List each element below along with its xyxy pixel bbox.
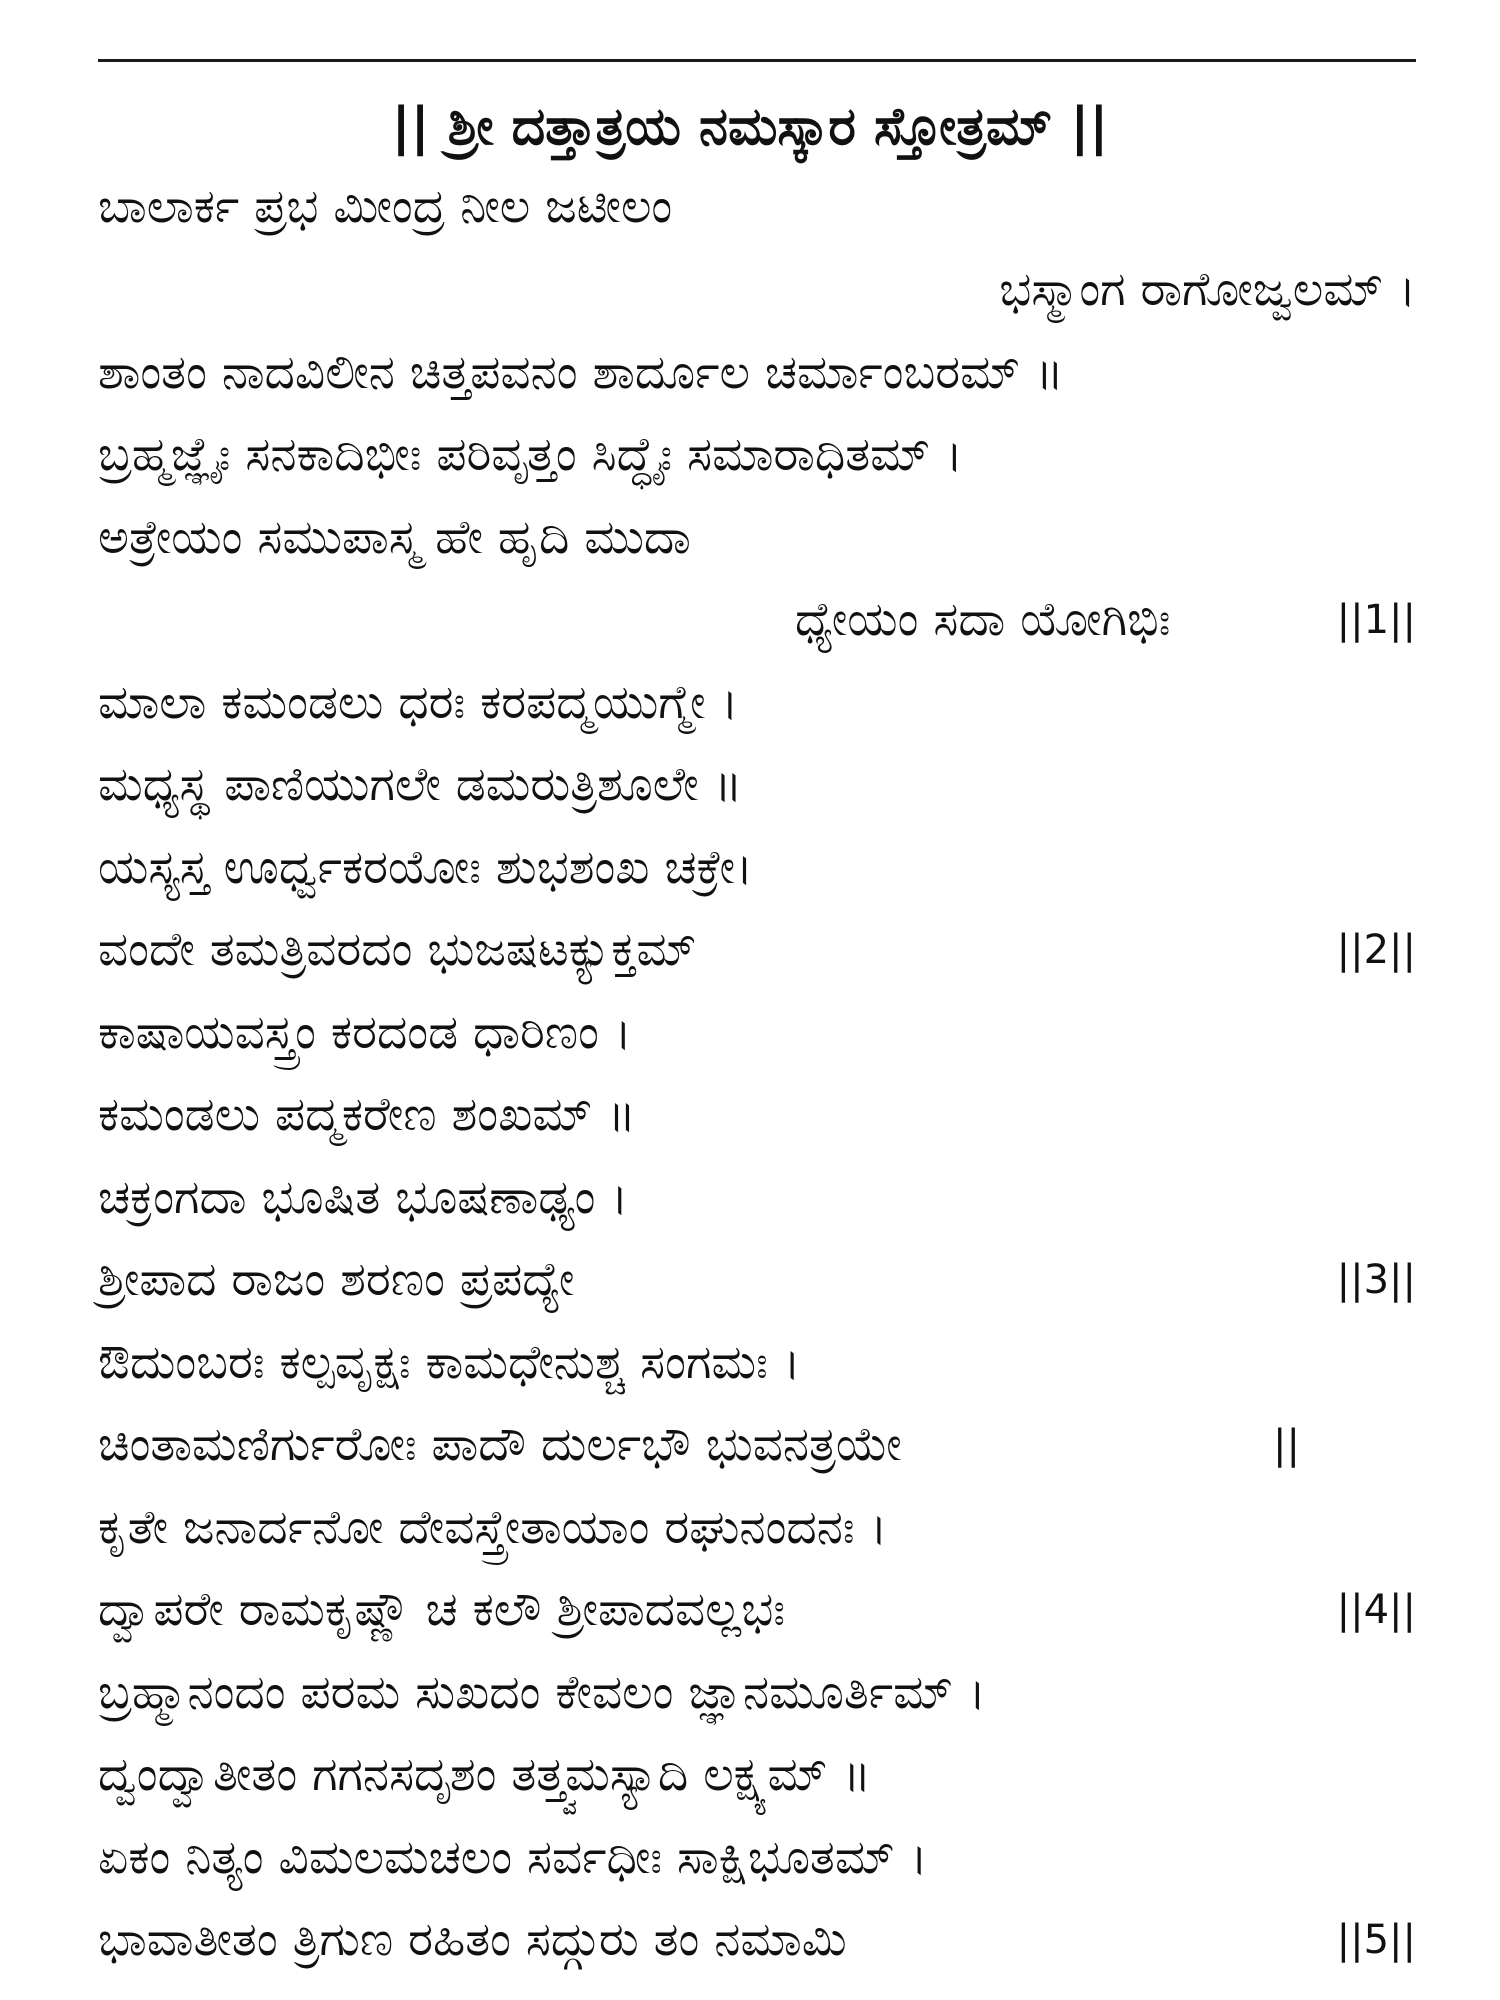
verse-line-22: ಭಾವಾತೀತಂ ತ್ರಿಗುಣ ರಹಿತಂ ಸದ್ಗುರು ತಂ ನಮಾಮಿ: [98, 1912, 847, 1967]
verse-line-2: ಭಸ್ಮಾಂಗ ರಾಗೋಜ್ವಲಮ್ ।: [999, 262, 1416, 317]
double-danda-mark: ||: [1273, 1422, 1300, 1468]
verse-line-8: ಮಧ್ಯಸ್ಥ ಪಾಣಿಯುಗಲೇ ಡಮರುತ್ರಿಶೂಲೇ ॥: [98, 757, 743, 812]
verse-line-4: ಬ್ರಹ್ಮಜ್ಞೈಃ ಸನಕಾದಿಭೀಃ ಪರಿವೃತ್ತಂ ಸಿದ್ಧೈಃ ಸಮಾರಾಧಿತಮ್ ।: [98, 427, 963, 482]
page-title: || ಶ್ರೀ ದತ್ತಾತ್ರಯ ನಮಸ್ಕಾರ ಸ್ತೋತ್ರಮ್ ||: [391, 97, 1109, 157]
verse-line-19: ಬ್ರಹ್ಮಾನಂದಂ ಪರಮ ಸುಖದಂ ಕೇವಲಂ ಜ್ಞಾನಮೂರ್ತಿಮ್ ।: [98, 1665, 986, 1720]
verse-line-21: ಏಕಂ ನಿತ್ಯಂ ವಿಮಲಮಚಲಂ ಸರ್ವಧೀಃ ಸಾಕ್ಷಿಭೂತಮ್ ।: [98, 1830, 928, 1885]
top-rule: [98, 59, 1416, 62]
verse-line-7: ಮಾಲಾ ಕಮಂಡಲು ಧರಃ ಕರಪದ್ಮಯುಗ್ಮೇ ।: [98, 675, 739, 730]
verse-line-1: ಬಾಲಾರ್ಕ ಪ್ರಭ ಮೀಂದ್ರ ನೀಲ ಜಟೀಲಂ: [98, 179, 673, 234]
verse-line-16: ಚಿಂತಾಮಣಿರ್ಗುರೋಃ ಪಾದೌ ದುರ್ಲಭೌ ಭುವನತ್ರಯೇ: [98, 1417, 902, 1472]
verse-line-11: ಕಾಷಾಯವಸ್ತ್ರಂ ಕರದಂಡ ಧಾರಿಣಂ ।: [98, 1005, 632, 1060]
verse-line-9: ಯಸ್ಯಸ್ತ ಊರ್ಧ್ವಕರಯೋಃ ಶುಭಶಂಖ ಚಕ್ರೇ।: [98, 840, 753, 895]
verse-line-3: ಶಾಂತಂ ನಾದವಿಲೀನ ಚಿತ್ತಪವನಂ ಶಾರ್ದೂಲ ಚರ್ಮಾಂಬರಮ್ ॥: [98, 345, 1064, 400]
verse-number-5: ||5||: [1336, 1917, 1416, 1963]
verse-line-18: ದ್ವಾಪರೇ ರಾಮಕೃಷ್ಣೌ ಚ ಕಲೌ ಶ್ರೀಪಾದವಲ್ಲಭಃ: [98, 1582, 786, 1637]
verse-number-3: ||3||: [1336, 1257, 1416, 1303]
verse-line-15: ಔದುಂಬರಃ ಕಲ್ಪವೃಕ್ಷಃ ಕಾಮಧೇನುಶ್ಚ ಸಂಗಮಃ ।: [98, 1335, 801, 1390]
verse-line-20: ದ್ವಂದ್ವಾತೀತಂ ಗಗನಸದೃಶಂ ತತ್ತ್ವಮಸ್ಯಾದಿ ಲಕ್ಷ್ಯಮ್ ॥: [98, 1747, 871, 1802]
verse-line-13: ಚಕ್ರಂಗದಾ ಭೂಷಿತ ಭೂಷಣಾಢ್ಯಂ ।: [98, 1170, 629, 1225]
verse-line-5: ಅತ್ರೇಯಂ ಸಮುಪಾಸ್ಮ ಹೇ ಹೃದಿ ಮುದಾ: [98, 510, 691, 565]
verse-line-10: ವಂದೇ ತಮತ್ರಿವರದಂ ಭುಜಷಟಕ್ಯುಕ್ತಮ್: [98, 922, 697, 977]
verse-line-6: ಧ್ಯೇಯಂ ಸದಾ ಯೋಗಿಭಿಃ: [795, 592, 1171, 647]
verse-line-12: ಕಮಂಡಲು ಪದ್ಮಕರೇಣ ಶಂಖಮ್ ॥: [98, 1087, 636, 1142]
verse-number-1: ||1||: [1336, 597, 1416, 643]
verse-line-14: ಶ್ರೀಪಾದ ರಾಜಂ ಶರಣಂ ಪ್ರಪದ್ಯೇ: [98, 1252, 575, 1307]
verse-number-4: ||4||: [1336, 1587, 1416, 1633]
verse-number-2: ||2||: [1336, 927, 1416, 973]
verse-line-17: ಕೃತೇ ಜನಾರ್ದನೋ ದೇವಸ್ತ್ರೇತಾಯಾಂ ರಘುನಂದನಃ ।: [98, 1500, 888, 1555]
